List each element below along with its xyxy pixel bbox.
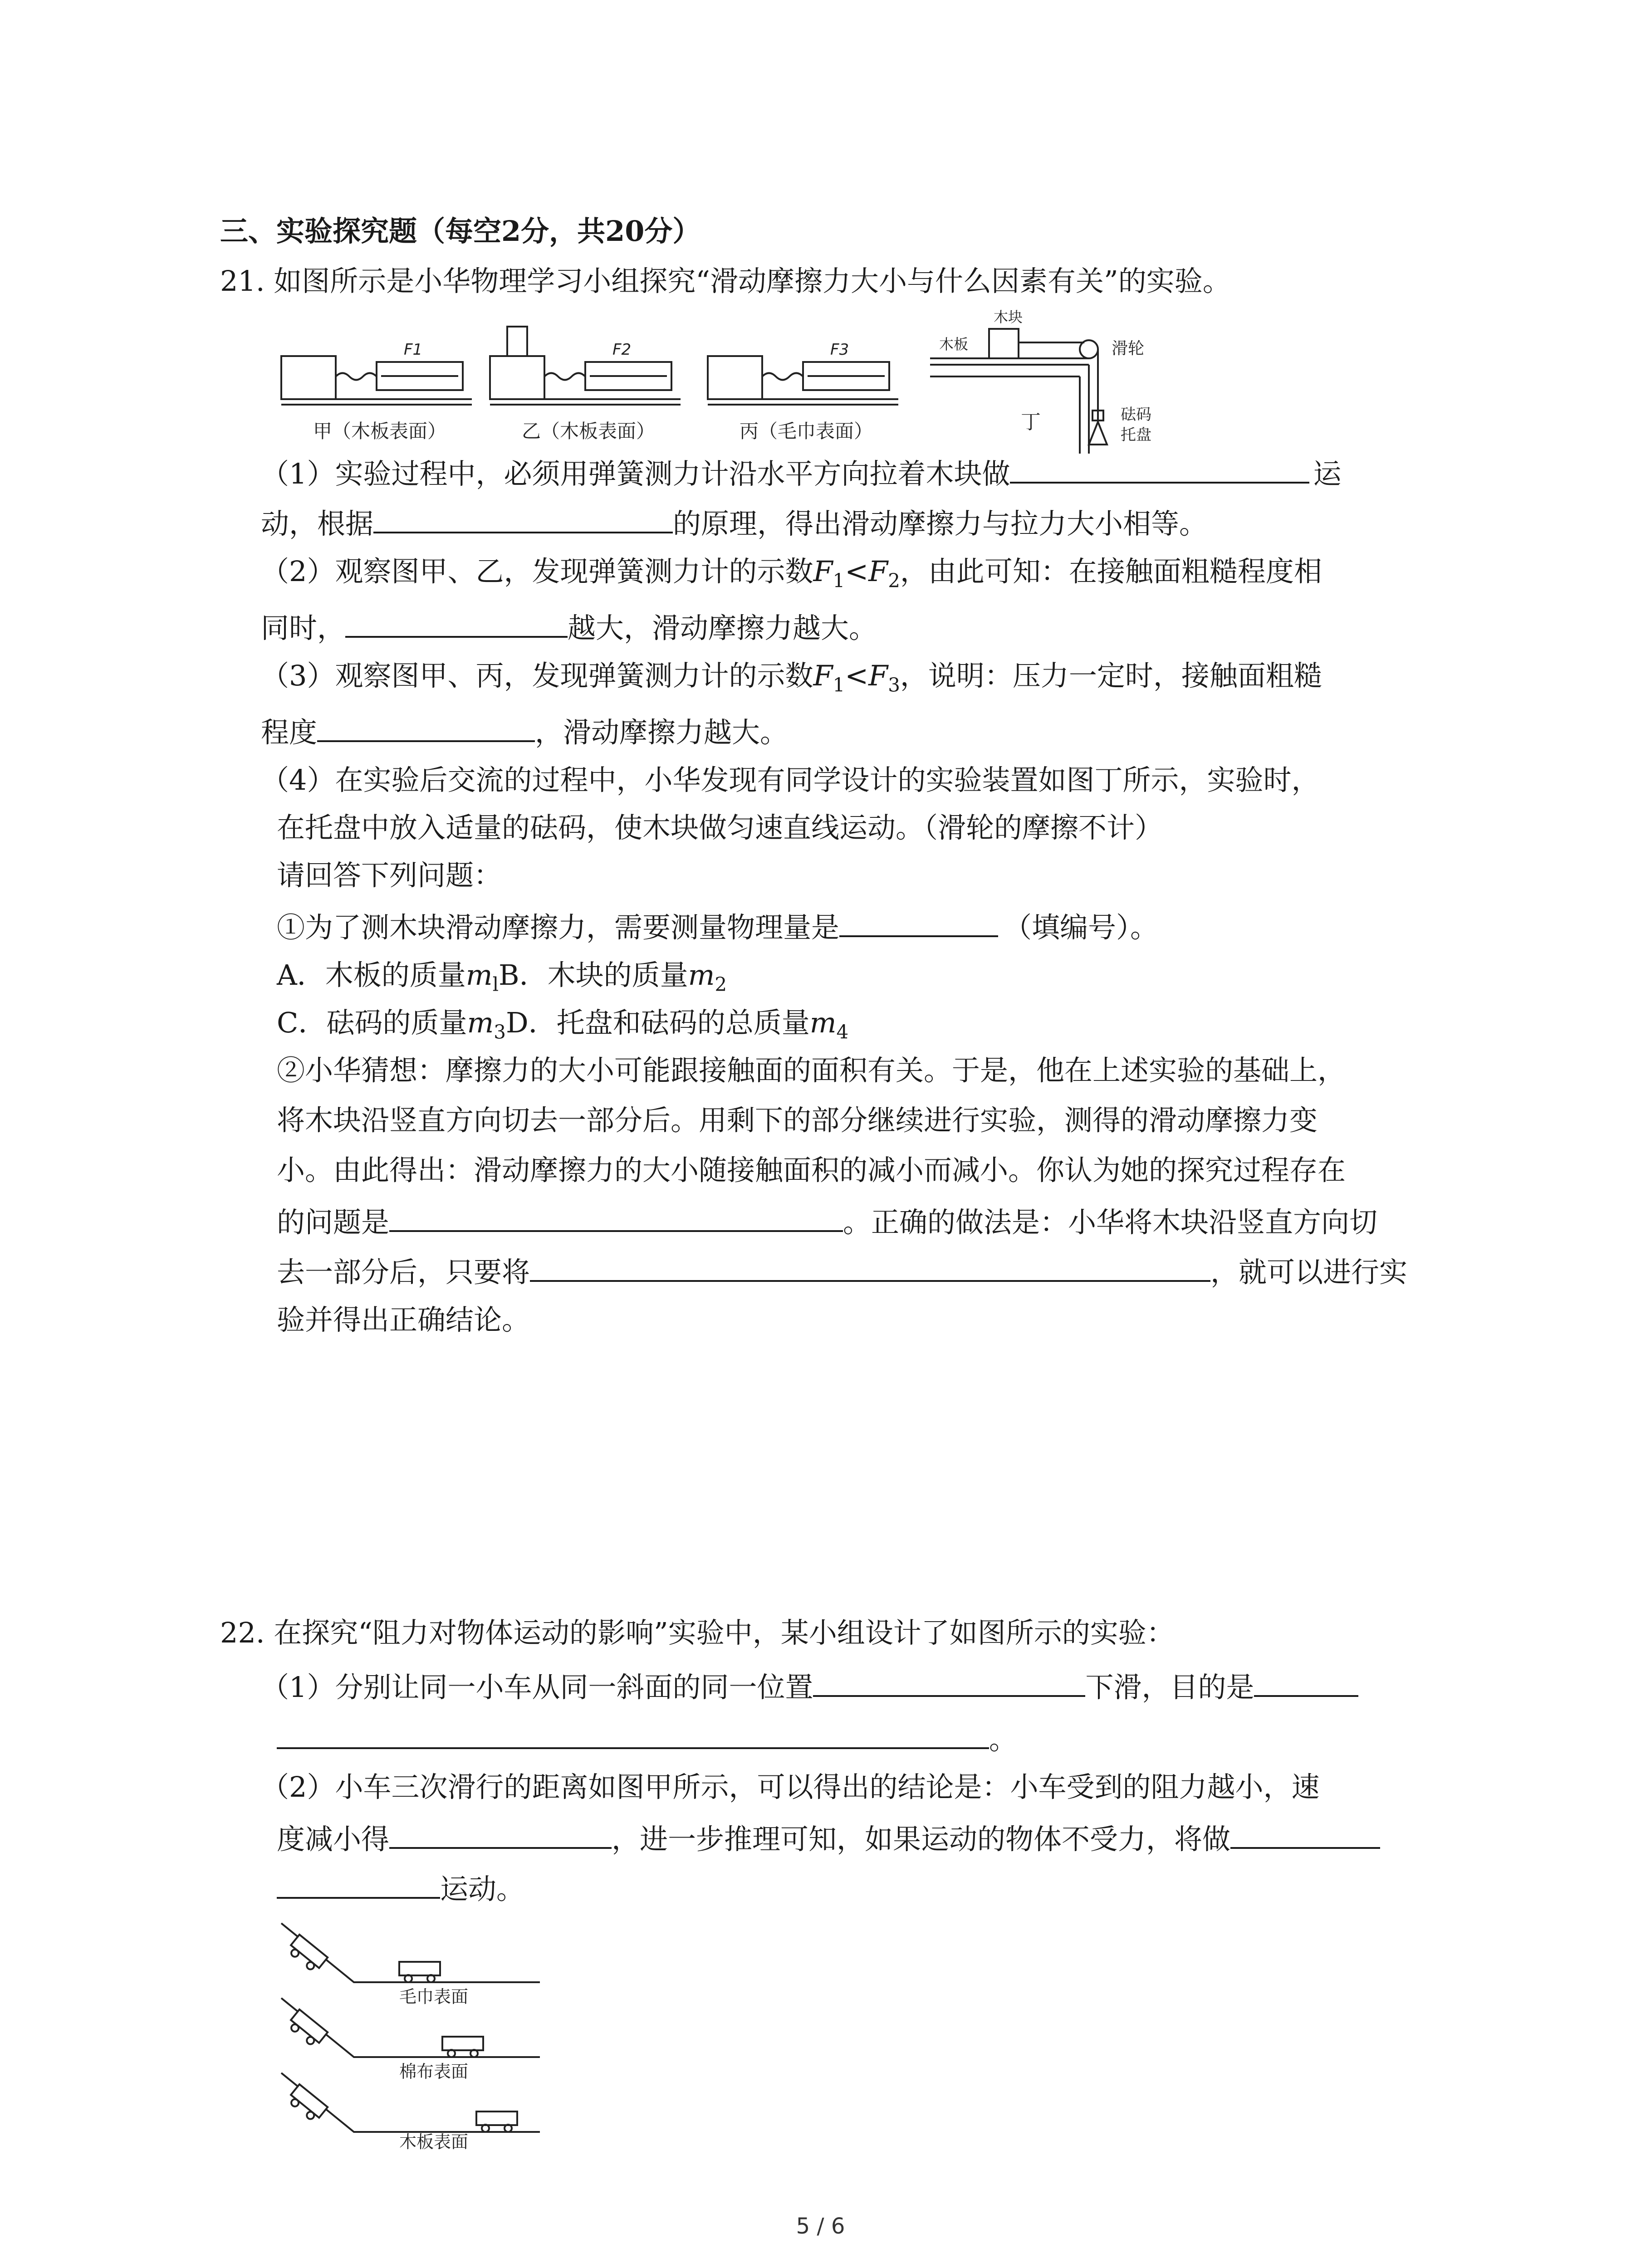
q21-p4-c: 请回答下列问题： [277,859,502,892]
q21-blank-5[interactable] [839,907,998,937]
q21-p1-a: （1）实验过程中，必须用弹簧测力计沿水平方向拉着木块做 [261,457,1010,490]
label-muban-surface: 木板表面 [399,2132,469,2150]
label-jia: 甲（木板表面） [313,420,447,442]
q21-opt-c: C．砝码的质量 [277,1006,467,1039]
q22-blank-4a[interactable] [1230,1819,1380,1849]
q21-p3-ineq: $F_1<F_3$ [813,659,900,696]
q21-p3-a: （3）观察图甲、丙，发现弹簧测力计的示数 [261,659,813,692]
q21-p4-b: 在托盘中放入适量的砝码，使木块做匀速直线运动。（滑轮的摩擦不计） [277,811,1163,844]
label-mukuai: 木块 [994,308,1023,326]
q22-p1-c: 。 [989,1723,1018,1756]
label-f3: F3 [830,341,849,359]
q21-s2-f: 去一部分后，只要将 [277,1256,530,1289]
q21-p1-d: 的原理，得出滑动摩擦力与拉力大小相等。 [673,507,1208,540]
q21-opt-a: A．木板的质量 [277,958,466,992]
q21-s1-a: ①为了测木块滑动摩擦力，需要测量物理量是 [277,911,840,944]
label-yi: 乙（木板表面） [522,420,656,442]
q21-opt-c-symbol: $m_3$ [467,1006,506,1043]
q21-opt-b-symbol: $m_2$ [688,958,727,996]
q22-blank-2a[interactable] [1254,1667,1358,1697]
label-hualun: 滑轮 [1112,339,1145,358]
q21-opt-d: D．托盘和砝码的总质量 [505,1006,810,1039]
q21-blank-7[interactable] [530,1252,1210,1282]
q21-p1-b: 运 [1313,457,1342,490]
label-f2: F2 [612,341,632,359]
q21-opt-b: B．木块的质量 [499,958,688,992]
q22-figure [272,1914,554,2150]
q22-p2-d: 运动。 [440,1872,525,1906]
q21-p2-c: 同时， [261,611,346,645]
label-fama: 砝码 [1121,406,1151,424]
label-muban: 木板 [939,336,969,353]
q22-p2-c: ，进一步推理可知，如果运动的物体不受力，将做 [612,1823,1231,1856]
label-maojin: 毛巾表面 [399,1987,469,2007]
q21-blank-3[interactable] [345,608,568,638]
q21-s2-e: 。正确的做法是：小华将木块沿竖直方向切 [843,1206,1378,1239]
q21-s2-h: 验并得出正确结论。 [277,1303,530,1336]
q22-p1-b: 下滑，目的是 [1085,1671,1254,1704]
label-f1: F1 [404,341,423,359]
q22-p2-b: 度减小得 [277,1823,390,1856]
q22-p1-a: （1）分别让同一小车从同一斜面的同一位置 [261,1671,813,1704]
q21-blank-1[interactable] [1010,454,1309,484]
q21-blank-2[interactable] [373,503,673,533]
q21-p4-a: （4）在实验后交流的过程中，小华发现有同学设计的实验装置如图丁所示，实验时， [261,763,1320,797]
q22-stem: 22. 在探究“阻力对物体运动的影响”实验中，某小组设计了如图所示的实验： [220,1616,1175,1649]
q21-stem: 21. 如图所示是小华物理学习小组探究“滑动摩擦力大小与什么因素有关”的实验。 [220,264,1231,298]
label-bing: 丙（毛巾表面） [740,420,873,442]
q22-blank-4b[interactable] [277,1869,440,1899]
q21-p3-d: ，滑动摩擦力越大。 [535,716,789,749]
q21-s2-d: 的问题是 [277,1206,390,1239]
q21-opt-a-symbol: $m_l$ [465,958,499,996]
q21-p3-b: ，说明：压力一定时，接触面粗糙 [900,659,1322,692]
q21-s2-a: ②小华猜想：摩擦力的大小可能跟接触面的面积有关。于是，他在上述实验的基础上， [277,1054,1346,1087]
q21-opt-d-symbol: $m_4$ [809,1006,849,1043]
q21-p2-a: （2）观察图甲、乙，发现弹簧测力计的示数 [261,555,813,588]
q21-p3-c: 程度 [261,716,318,749]
q21-s2-b: 将木块沿竖直方向切去一部分后。用剩下的部分继续进行实验，测得的滑动摩擦力变 [277,1104,1318,1137]
q21-s2-c: 小。由此得出：滑动摩擦力的大小随接触面积的减小而减小。你认为她的探究过程存在 [277,1154,1346,1187]
q21-s1-b: （填编号）。 [1004,911,1159,944]
q21-s2-g: ，就可以进行实 [1210,1256,1408,1289]
q22-blank-1[interactable] [813,1667,1085,1697]
page-number: 5 / 6 [796,2214,845,2239]
label-mianbu: 棉布表面 [399,2062,469,2082]
q21-blank-6[interactable] [389,1202,843,1232]
q21-p2-ineq: $F_1<F_2$ [813,555,900,592]
q22-blank-2b[interactable] [277,1719,989,1749]
label-ding: 丁 [1021,411,1041,434]
section-title: 三、实验探究题（每空2分，共20分） [220,215,701,248]
q21-p2-d: 越大，滑动摩擦力越大。 [568,611,877,645]
q21-p1-c: 动，根据 [261,507,374,540]
q21-blank-4[interactable] [317,712,535,742]
label-tuopan: 托盘 [1121,426,1151,444]
q21-figure [272,308,1506,458]
q22-p2-a: （2）小车三次滑行的距离如图甲所示，可以得出的结论是：小车受到的阻力越小，速 [261,1770,1320,1804]
q22-blank-3[interactable] [389,1819,612,1849]
q21-p2-b: ，由此可知：在接触面粗糙程度相 [900,555,1322,588]
